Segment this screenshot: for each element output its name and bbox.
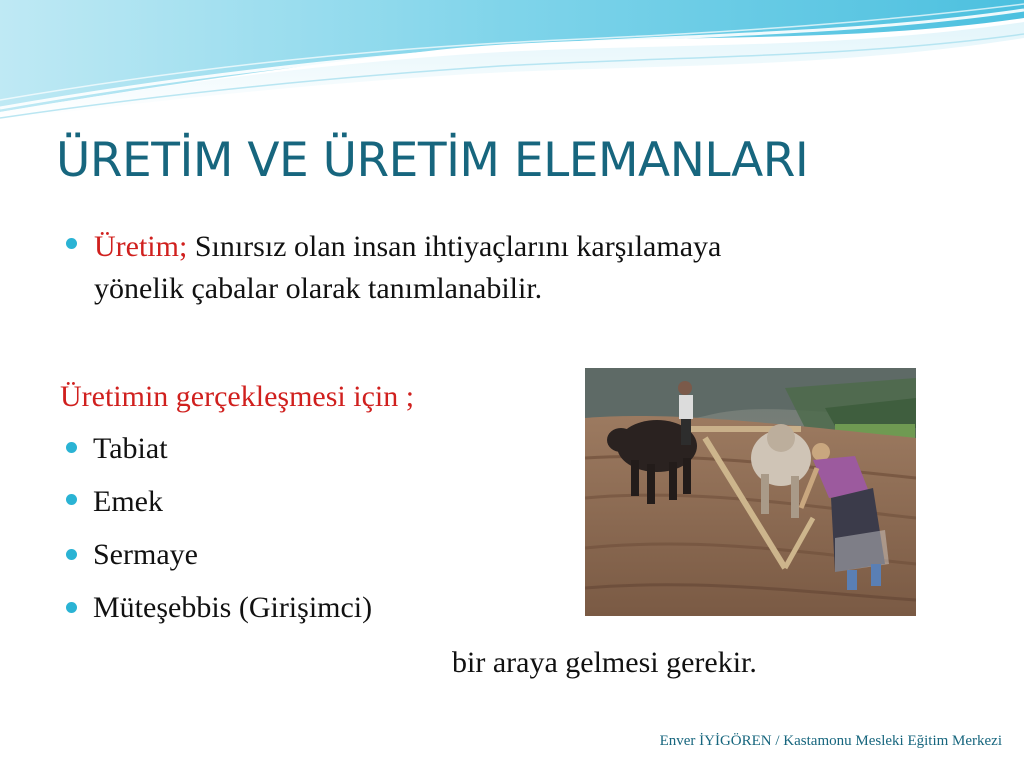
- list-item-tabiat: Tabiat: [93, 432, 168, 465]
- definition-line-1: [94, 226, 721, 268]
- definition-text-1: Sınırsız olan insan ihtiyaçlarını karşılamaya: [187, 230, 722, 263]
- definition-line-2: yönelik çabalar olarak tanımlanabilir.: [94, 272, 543, 305]
- round-bullet-icon: [66, 602, 77, 613]
- definition-paragraph: [94, 226, 721, 310]
- definition-term: Üretim;: [94, 230, 188, 263]
- decorative-wave-header: [0, 0, 1024, 125]
- round-bullet-icon: [66, 442, 77, 453]
- farmers-plowing-with-oxen-image: [585, 368, 916, 616]
- requirements-heading: Üretimin gerçekleşmesi için ;: [60, 380, 415, 413]
- list-item-emek: Emek: [93, 485, 163, 518]
- round-bullet-icon: [66, 494, 77, 505]
- round-bullet-icon: [66, 238, 77, 249]
- slide-title: ÜRETİM VE ÜRETİM ELEMANLARI: [56, 133, 809, 188]
- footer-credit: Enver İYİGÖREN / Kastamonu Mesleki Eğitim Merkezi: [659, 733, 1002, 749]
- list-item-sermaye: Sermaye: [93, 538, 198, 571]
- closing-sentence: bir araya gelmesi gerekir.: [452, 646, 757, 679]
- round-bullet-icon: [66, 549, 77, 560]
- list-item-girisimci: Müteşebbis (Girişimci): [93, 591, 373, 624]
